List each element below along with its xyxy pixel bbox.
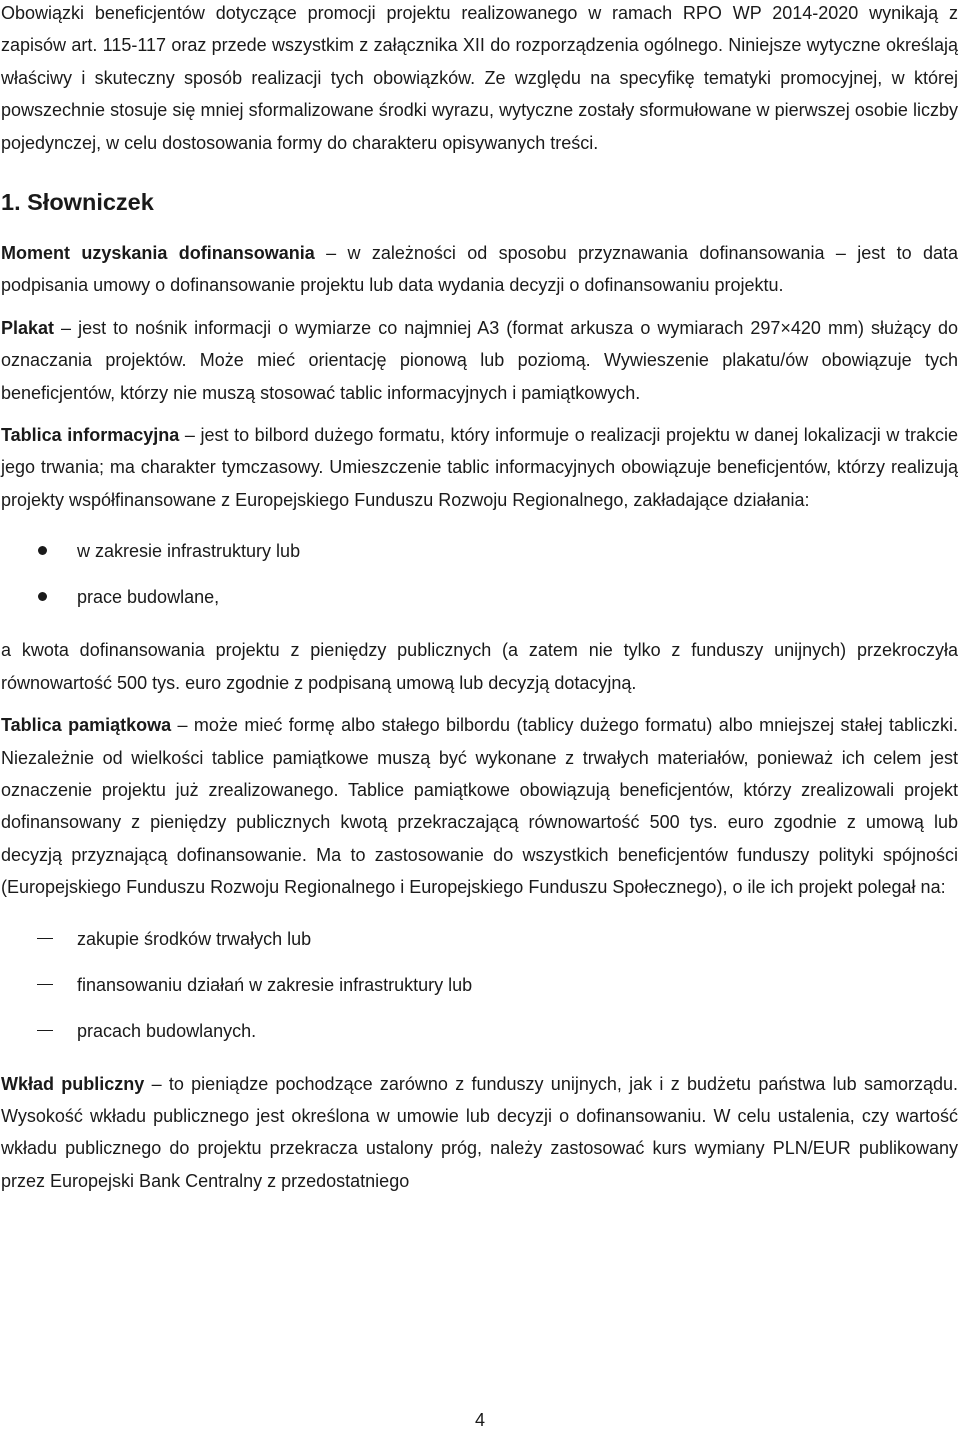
definition-term: Plakat — [1, 317, 55, 338]
definition-tablica-pamiatkowa — [1, 709, 958, 903]
definition-term: Wkład publiczny — [1, 1073, 145, 1094]
intro-paragraph: Obowiązki beneficjentów dotyczące promocji projektu realizowanego w ramach RPO WP 2014-2020 wynikają z zapisów art. 115-117 oraz przede wszystkim z załącznika XII do rozporządzenia ogólnego. Niniejsze wytyczne określają właściwy i skuteczny sposób realizacji tych obowiązków. Ze względu na specyfikę tematyki promocyjnej, w której powszechnie stosuje się mniej sformalizowane środki wyrazu, wytyczne zostały sformułowane w pierwszej osobie liczby pojedynczej, w celu dostosowania formy do charakteru opisywanych treści. — [1, 3, 958, 153]
list-item-text: zakupie środków trwałych lub — [77, 928, 312, 949]
definition-tablica-informacyjna — [1, 419, 958, 516]
definition-text: – to pieniądze pochodzące zarówno z funduszy unijnych, jak i z budżetu państwa lub samorządu. Wysokość wkładu publicznego jest określona w umowie lub decyzji o dofinansowaniu. W celu ustalenia, czy wartość wkładu publicznego do projektu przekracza ustalony próg, należy zastosować kurs wymiany PLN/EUR publikowany przez Europejski Bank Centralny z przedostatniego — [1, 1073, 958, 1191]
dash-icon — [37, 1030, 53, 1032]
definition-term: Tablica pamiątkowa — [1, 715, 172, 736]
list-item — [1, 528, 958, 574]
definition-term: Moment uzyskania dofinansowania — [1, 243, 315, 264]
dash-icon — [37, 938, 53, 940]
dash-icon — [37, 984, 53, 986]
bullet-icon — [38, 546, 47, 555]
section-heading: 1. Słowniczek — [1, 189, 154, 216]
list-item-text: w zakresie infrastruktury lub — [77, 541, 301, 562]
bullet-list — [1, 528, 958, 620]
definition-moment-uzyskania-dofinansowania — [1, 237, 958, 302]
bullet-icon — [38, 592, 47, 601]
definition-term: Tablica informacyjna — [1, 425, 180, 446]
list-item-text: pracach budowlanych. — [77, 1020, 257, 1041]
definition-text: – w zależności od sposobu przyznawania dofinansowania – jest to data podpisania umowy o dofinansowanie projektu lub data wydania decyzji o dofinansowaniu projektu. — [1, 243, 958, 296]
list-item-text: finansowaniu działań w zakresie infrastruktury lub — [77, 974, 473, 995]
definition-continuation-paragraph: a kwota dofinansowania projektu z pieniędzy publicznych (a zatem nie tylko z funduszy unijnych) przekroczyła równowartość 500 tys. euro zgodnie z podpisaną umową lub decyzją dotacyjną. — [1, 640, 958, 693]
list-item-text: prace budowlane, — [77, 587, 220, 608]
definition-text: – jest to nośnik informacji o wymiarze co najmniej A3 (format arkusza o wymiarach 297×420 mm) służący do oznaczania projektów. Może mieć orientację pionową lub poziomą. Wywieszenie plakatu/ów obowiązuje tych beneficjentów, którzy nie muszą stosować tablic informacyjnych i pamiątkowych. — [1, 317, 958, 403]
definition-text: – jest to bilbord dużego formatu, który informuje o realizacji projektu w danej lokalizacji w trakcie jego trwania; ma charakter tymczasowy. Umieszczenie tablic informacyjnych obowiązuje beneficjentów, którzy realizują projekty współfinansowane z Europejskiego Funduszu Rozwoju Regionalnego, zakładające działania: — [1, 425, 958, 510]
list-item — [1, 962, 958, 1008]
definition-plakat — [1, 312, 958, 409]
page-number: 4 — [474, 1410, 485, 1430]
definition-text: – może mieć formę albo stałego bilbordu (tablicy dużego formatu) albo mniejszej stałej tabliczki. Niezależnie od wielkości tablice pamiątkowe muszą być wykonane z trwałych materiałów, ponieważ ich celem jest oznaczenie projektu już zrealizowanego. Tablice pamiątkowe obowiązują beneficjentów, którzy zrealizowali projekt dofinansowany z pieniędzy publicznych kwotą przekraczającą równowartość 500 tys. euro zgodnie z umową lub decyzją przyznającą dofinansowanie. Ma to zastosowanie do wszystkich beneficjentów funduszy polityki spójności (Europejskiego Funduszu Rozwoju Regionalnego i Europejskiego Funduszu Społecznego), o ile ich projekt polegał na: — [1, 715, 958, 898]
list-item — [1, 574, 958, 620]
list-item — [1, 1008, 958, 1054]
list-item — [1, 916, 958, 962]
dash-list — [1, 916, 958, 1054]
definition-wklad-publiczny — [1, 1068, 958, 1198]
